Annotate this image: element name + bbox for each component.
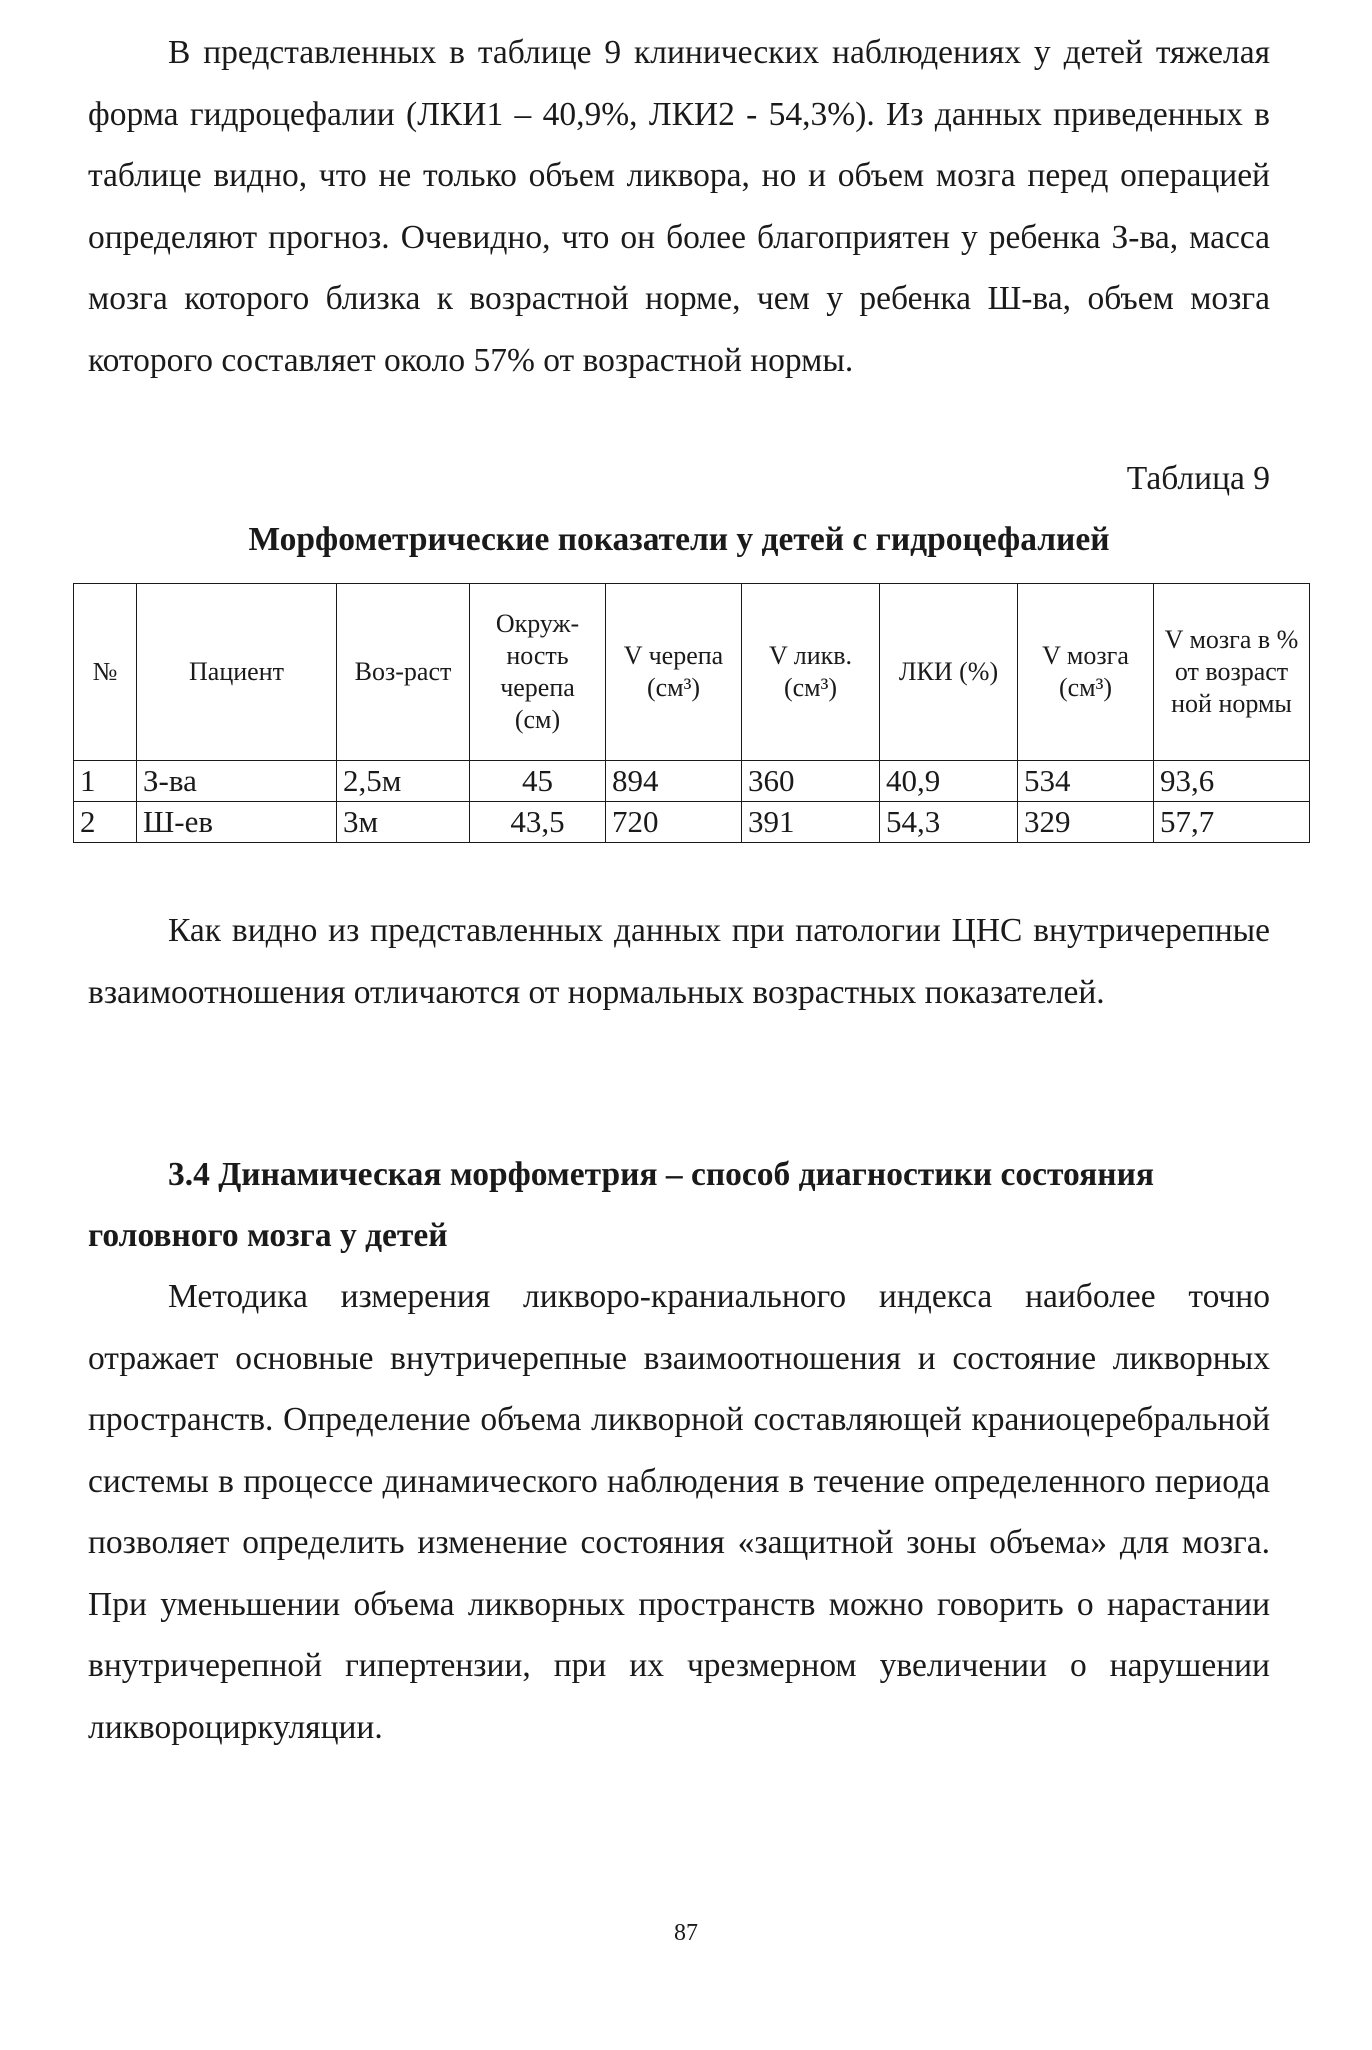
header-csf-volume: V ликв. (см³) (742, 584, 880, 761)
cell-brain-volume: 534 (1018, 761, 1154, 802)
header-patient: Пациент (137, 584, 337, 761)
cell-skull-volume: 720 (606, 802, 742, 843)
cell-lci: 54,3 (880, 802, 1018, 843)
header-skull-volume: V черепа (см³) (606, 584, 742, 761)
header-age: Воз-раст (337, 584, 470, 761)
cell-number: 2 (74, 802, 137, 843)
cell-brain-volume: 329 (1018, 802, 1154, 843)
cell-patient: Ш-ев (137, 802, 337, 843)
paragraph-conclusion: Как видно из представленных данных при патологии ЦНС внутричерепные взаимоотношения отличаются от нормальных возрастных показателей. (88, 912, 1270, 1011)
cell-skull-circumference: 45 (470, 761, 606, 802)
header-lci: ЛКИ (%) (880, 584, 1018, 761)
cell-skull-circumference: 43,5 (470, 802, 606, 843)
cell-age: 2,5м (337, 761, 470, 802)
header-brain-volume: V мозга (см³) (1018, 584, 1154, 761)
table-row (74, 802, 1310, 843)
cell-brain-volume-percent: 93,6 (1154, 761, 1310, 802)
cell-csf-volume: 360 (742, 761, 880, 802)
section-heading: 3.4 Динамическая морфометрия – способ диагностики состояния головного мозга у детей (88, 1156, 1155, 1254)
paragraph-intro: В представленных в таблице 9 клинических наблюдениях у детей тяжелая форма гидроцефалии (ЛКИ1 – 40,9%, ЛКИ2 - 54,3%). Из данных приведенных в таблице видно, что не только объем ликвора, но и объем мозга перед операцией определяют прогноз. Очевидно, что он более благоприятен у ребенка З-ва, масса мозга которого близка к возрастной норме, чем у ребенка Ш-ва, объем мозга которого составляет около 57% от возрастной нормы. (88, 34, 1270, 379)
morphometry-table (73, 583, 1310, 843)
page-number: 87 (674, 1920, 698, 1946)
table-header-row (74, 584, 1310, 761)
cell-lci: 40,9 (880, 761, 1018, 802)
header-number: № (74, 584, 137, 761)
paragraph-method: Методика измерения ликворо-краниального индекса наиболее точно отражает основные внутричерепные взаимоотношения и состояние ликворных пространств. Определение объема ликворной составляющей краниоцеребральной системы в процессе динамического наблюдения в течение определенного периода позволяет определить изменение состояния «защитной зоны объема» для мозга. При уменьшении объема ликворных пространств можно говорить о нарастании внутричерепной гипертензии, при их чрезмерном увеличении о нарушении ликвороциркуляции. (88, 1278, 1270, 1746)
cell-patient: З-ва (137, 761, 337, 802)
table-label: Таблица 9 (1126, 460, 1270, 497)
cell-age: 3м (337, 802, 470, 843)
header-brain-volume-percent: V мозга в % от возраст ной нормы (1154, 584, 1310, 761)
cell-csf-volume: 391 (742, 802, 880, 843)
cell-skull-volume: 894 (606, 761, 742, 802)
cell-number: 1 (74, 761, 137, 802)
cell-brain-volume-percent: 57,7 (1154, 802, 1310, 843)
table-title: Морфометрические показатели у детей с гидроцефалией (248, 521, 1110, 558)
table-row (74, 761, 1310, 802)
header-skull-circumference: Окруж-ность черепа (см) (470, 584, 606, 761)
